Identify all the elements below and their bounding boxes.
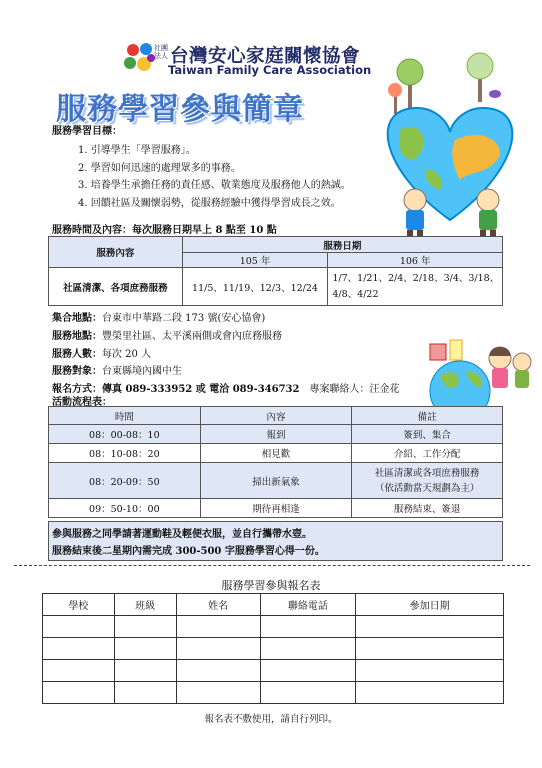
form-header-school: 學校 [43, 594, 115, 616]
info-value: 台東市中華路二段 173 號(安心協會) [102, 313, 266, 324]
form-cell[interactable] [43, 682, 115, 704]
table-row [49, 425, 503, 444]
form-cell[interactable] [176, 660, 260, 682]
info-label: 服務對象： [52, 366, 102, 377]
form-cell[interactable] [260, 660, 356, 682]
form-cell[interactable] [114, 616, 176, 638]
schedule-dates-106 [328, 268, 503, 306]
flow-time: 09：50-10：00 [49, 499, 201, 518]
table-row [49, 463, 503, 499]
info-value: 豐榮里社區、太平溪兩側或會內庶務服務 [102, 331, 282, 342]
note-line: 服務結束後二星期內需完成 300-500 字服務學習心得一份。 [52, 546, 325, 557]
flow-table [48, 406, 503, 518]
schedule-dates-105: 11/5、11/19、12/3、12/24 [182, 268, 328, 306]
form-row[interactable] [43, 660, 504, 682]
form-header-date: 參加日期 [356, 594, 504, 616]
form-cell[interactable] [356, 616, 504, 638]
schedule-year-105: 105 年 [182, 253, 328, 268]
form-cell[interactable] [114, 638, 176, 660]
form-cell[interactable] [43, 616, 115, 638]
goal-item: 1. 引導學生「學習服務」。 [78, 145, 196, 156]
form-cell[interactable] [260, 682, 356, 704]
flow-note: 簽到、集合 [352, 425, 503, 444]
org-name: 台灣安心家庭關懷協會 [170, 46, 361, 67]
flow-content: 報到 [200, 425, 352, 444]
info-label: 集合地點： [52, 313, 102, 324]
flow-time: 08：20-09：50 [49, 463, 201, 499]
info-line-service-place [52, 327, 282, 342]
form-header-name: 姓名 [176, 594, 260, 616]
heart-globe-illustration [360, 50, 540, 250]
goal-item: 3. 培養學生承擔任務的責任感、敬業態度及服務他人的熱誠。 [78, 180, 351, 191]
signup-label: 報名方式： [52, 384, 102, 395]
info-line-headcount [52, 345, 151, 360]
info-line-target [52, 362, 182, 377]
form-cell[interactable] [43, 660, 115, 682]
association-logo [122, 40, 158, 76]
info-line-meeting-place [52, 309, 265, 324]
note-line: 參與服務之同學請著運動鞋及輕便衣服，並自行攜帶水壺。 [52, 529, 312, 540]
flow-content: 期待再相逢 [200, 499, 352, 518]
org-name-en: Taiwan Family Care Association [168, 63, 372, 77]
flow-note: 服務結束、簽退 [352, 499, 503, 518]
info-value: 台東縣境內國中生 [102, 366, 182, 377]
signup-method: 傳真 089-333952 或 電洽 089-346732 [102, 384, 300, 395]
schedule-label: 服務時間及內容：每次服務日期早上 8 點至 10 點 [52, 225, 277, 236]
form-cell[interactable] [176, 682, 260, 704]
form-header-phone: 聯絡電話 [260, 594, 356, 616]
info-value: 每次 20 人 [102, 349, 152, 360]
schedule-header-content: 服務內容 [49, 237, 183, 268]
form-cell[interactable] [260, 638, 356, 660]
flow-note-line2: （依活動當天規劃為主） [374, 482, 480, 494]
goal-item: 4. 回饋社區及關懷弱勢，從服務經驗中獲得學習成長之效。 [78, 198, 341, 209]
form-footer-note: 報名表不敷使用，請自行列印。 [204, 714, 338, 725]
schedule-dates-106-line1: 1/7、1/21、2/4、2/18、3/4、3/18、 [332, 272, 500, 284]
signup-contact: 專案聯絡人：汪金花 [309, 384, 400, 395]
flow-note: 介紹、工作分配 [352, 444, 503, 463]
flow-header-note: 備註 [352, 407, 503, 425]
form-cell[interactable] [176, 616, 260, 638]
schedule-year-106: 106 年 [328, 253, 503, 268]
cut-line-divider [14, 565, 530, 566]
flow-content: 相見歡 [200, 444, 352, 463]
schedule-row-content: 社區清潔、各項庶務服務 [49, 268, 183, 306]
form-cell[interactable] [356, 682, 504, 704]
form-cell[interactable] [176, 638, 260, 660]
earth-kids-illustration [400, 336, 535, 406]
table-row [49, 444, 503, 463]
org-type-badge: 社團法人 [154, 44, 168, 60]
flow-label: 活動流程表： [52, 397, 112, 408]
flow-note [352, 463, 503, 499]
page-title: 服務學習參與簡章 [56, 92, 304, 127]
goals-label: 服務學習目標： [52, 126, 122, 137]
form-header-class: 班級 [114, 594, 176, 616]
flow-content: 掃出新氣象 [200, 463, 352, 499]
flow-note-line1: 社區清潔或各項庶務服務 [374, 467, 480, 479]
goal-item: 2. 學習如何迅速的處理眾多的事務。 [78, 163, 241, 174]
form-cell[interactable] [260, 616, 356, 638]
info-label: 服務人數： [52, 349, 102, 360]
registration-table [42, 593, 504, 704]
info-label: 服務地點： [52, 331, 102, 342]
form-cell[interactable] [356, 638, 504, 660]
form-cell[interactable] [43, 638, 115, 660]
form-cell[interactable] [356, 660, 504, 682]
schedule-table [48, 236, 503, 306]
flow-header-time: 時間 [49, 407, 201, 425]
form-cell[interactable] [114, 660, 176, 682]
form-row[interactable] [43, 616, 504, 638]
form-row[interactable] [43, 682, 504, 704]
table-row [49, 499, 503, 518]
flow-header-content: 內容 [200, 407, 352, 425]
schedule-header-dates: 服務日期 [182, 237, 502, 253]
form-title: 服務學習參與報名表 [221, 579, 321, 592]
schedule-dates-106-line2: 4/8、4/22 [332, 288, 379, 300]
flow-time: 08：10-08：20 [49, 444, 201, 463]
form-row[interactable] [43, 638, 504, 660]
flow-time: 08：00-08：10 [49, 425, 201, 444]
form-cell[interactable] [114, 682, 176, 704]
